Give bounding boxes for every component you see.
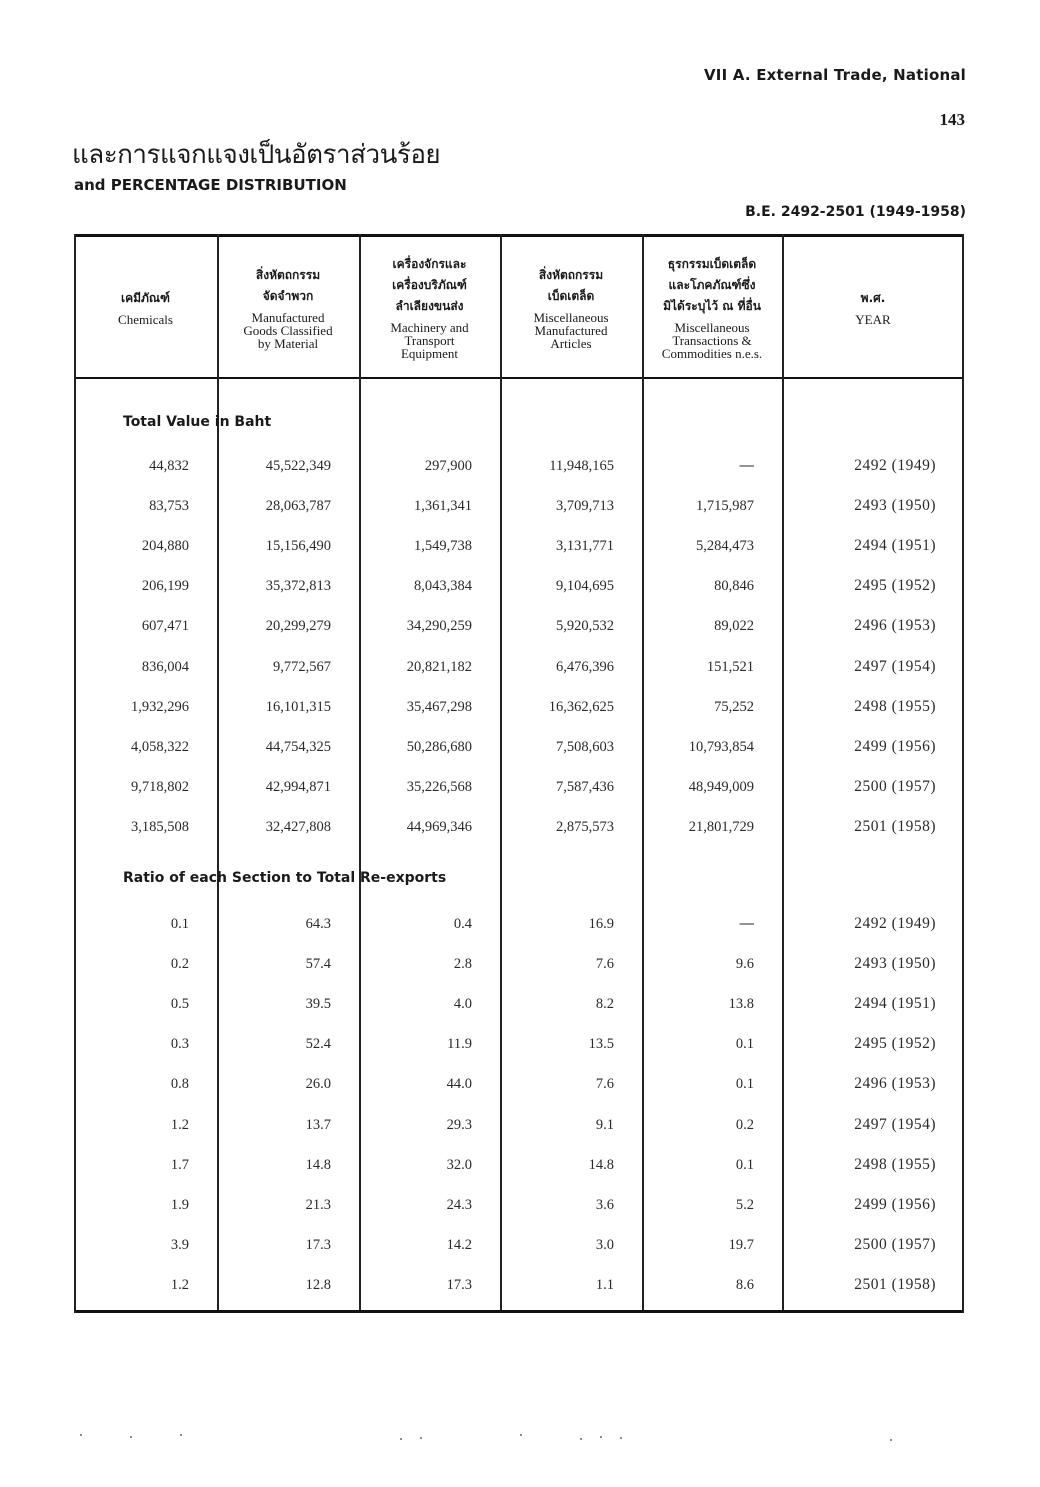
cell-manufactured-goods: 45,522,349 bbox=[265, 458, 331, 474]
column-header-english-line: Miscellaneous bbox=[533, 309, 609, 325]
table-row bbox=[74, 695, 964, 719]
cell-misc-manufactured: 6,476,396 bbox=[556, 658, 614, 675]
column-header-english-line: Manufactured bbox=[251, 309, 325, 325]
cell-machinery-transport: 0.4 bbox=[453, 916, 472, 932]
cell-year: 2499 (1956) bbox=[854, 737, 936, 755]
cell-year: 2501 (1958) bbox=[854, 1275, 936, 1293]
cell-misc-transactions: 10,793,854 bbox=[688, 738, 754, 755]
column-header-misc-transactions bbox=[642, 238, 782, 376]
cell-misc-manufactured: 1.1 bbox=[595, 1276, 614, 1293]
cell-year: 2495 (1952) bbox=[854, 1035, 936, 1053]
table-row bbox=[74, 1072, 964, 1096]
table-row bbox=[74, 1113, 964, 1137]
cell-manufactured-goods: 35,372,813 bbox=[265, 578, 331, 595]
column-header-english-line: Manufactured bbox=[534, 322, 608, 338]
table-header-rule bbox=[74, 377, 964, 379]
scan-speck bbox=[520, 1434, 522, 1436]
cell-misc-manufactured: 7,508,603 bbox=[556, 738, 614, 755]
scan-speck bbox=[180, 1434, 182, 1436]
column-header-english-line: by Material bbox=[257, 335, 319, 351]
table-row bbox=[74, 1233, 964, 1257]
cell-chemicals: 0.5 bbox=[170, 996, 189, 1013]
cell-chemicals: 1.2 bbox=[170, 1116, 189, 1133]
cell-year: 2493 (1950) bbox=[854, 497, 936, 515]
data-table bbox=[74, 234, 964, 1314]
cell-year: 2496 (1953) bbox=[854, 617, 936, 635]
cell-misc-transactions: 5.2 bbox=[735, 1196, 754, 1213]
cell-machinery-transport: 50,286,680 bbox=[406, 738, 472, 755]
column-header-thai-line: ลำเลียงขนส่ง bbox=[395, 299, 464, 313]
column-divider bbox=[74, 234, 76, 1313]
cell-manufactured-goods: 12.8 bbox=[305, 1276, 331, 1293]
column-header-chemicals bbox=[74, 238, 217, 376]
cell-machinery-transport: 14.2 bbox=[446, 1236, 472, 1253]
cell-manufactured-goods: 17.3 bbox=[305, 1236, 331, 1253]
column-divider bbox=[962, 234, 964, 1313]
scan-speck bbox=[620, 1437, 622, 1439]
cell-year: 2500 (1957) bbox=[854, 777, 936, 795]
cell-misc-transactions: 8.6 bbox=[735, 1276, 754, 1293]
table-bottom-rule bbox=[74, 1310, 964, 1313]
cell-machinery-transport: 44,969,346 bbox=[406, 818, 472, 835]
cell-chemicals: 1,932,296 bbox=[131, 698, 189, 715]
page-title-thai: และการแจกแจงเป็นอัตราส่วนร้อย bbox=[72, 140, 441, 170]
cell-manufactured-goods: 16,101,315 bbox=[265, 698, 331, 715]
cell-misc-transactions: 48,949,009 bbox=[688, 778, 754, 795]
cell-misc-transactions: — bbox=[739, 916, 754, 932]
cell-machinery-transport: 1,361,341 bbox=[414, 498, 472, 515]
cell-year: 2496 (1953) bbox=[854, 1075, 936, 1093]
column-header-thai-line: เครื่องบริภัณฑ์ bbox=[392, 278, 467, 292]
column-header-manufactured-goods bbox=[217, 238, 359, 376]
cell-misc-manufactured: 3.0 bbox=[595, 1236, 614, 1253]
cell-year: 2495 (1952) bbox=[854, 577, 936, 595]
column-header-machinery-transport bbox=[359, 238, 500, 376]
column-header-english-line: Goods Classified bbox=[243, 322, 333, 338]
column-header-thai-line: เบ็ดเตล็ด bbox=[547, 288, 595, 303]
column-header-thai-line: และโภคภัณฑ์ซึ่ง bbox=[668, 278, 756, 292]
table-row bbox=[74, 534, 964, 558]
cell-misc-transactions: 75,252 bbox=[714, 698, 754, 715]
cell-year: 2492 (1949) bbox=[854, 457, 936, 474]
column-header-thai-line: มิได้ระบุไว้ ณ ที่อื่น bbox=[663, 299, 761, 313]
column-header-thai-line: สิ่งหัตถกรรม bbox=[255, 267, 321, 282]
column-header-english-line: Machinery and bbox=[390, 320, 469, 335]
cell-manufactured-goods: 9,772,567 bbox=[273, 658, 331, 675]
column-header-english-line: Miscellaneous bbox=[674, 320, 750, 335]
cell-misc-manufactured: 9,104,695 bbox=[556, 578, 614, 595]
table-row bbox=[74, 655, 964, 679]
scan-speck bbox=[400, 1438, 402, 1440]
cell-machinery-transport: 8,043,384 bbox=[414, 578, 472, 595]
cell-manufactured-goods: 32,427,808 bbox=[265, 818, 331, 835]
column-header-thai-line: จัดจำพวก bbox=[262, 288, 314, 303]
table-row bbox=[74, 1153, 964, 1177]
column-header-english-line: Commodities n.e.s. bbox=[661, 346, 763, 361]
cell-misc-transactions: 151,521 bbox=[706, 658, 754, 675]
column-header-thai-line: พ.ศ. bbox=[860, 291, 886, 305]
column-header-english-line: Transactions & bbox=[672, 333, 752, 348]
cell-misc-transactions: 9.6 bbox=[735, 956, 754, 973]
scan-specks bbox=[80, 1434, 920, 1444]
cell-misc-manufactured: 16,362,625 bbox=[548, 698, 614, 715]
cell-misc-manufactured: 7.6 bbox=[595, 1076, 614, 1093]
cell-year: 2497 (1954) bbox=[854, 657, 936, 675]
cell-misc-manufactured: 11,948,165 bbox=[549, 458, 614, 474]
cell-machinery-transport: 2.8 bbox=[453, 956, 472, 973]
cell-chemicals: 836,004 bbox=[141, 658, 189, 675]
cell-misc-manufactured: 13.5 bbox=[588, 1036, 614, 1053]
column-header-year bbox=[782, 238, 964, 376]
table-row bbox=[74, 494, 964, 518]
cell-chemicals: 83,753 bbox=[149, 498, 189, 515]
table-row bbox=[74, 775, 964, 799]
table-row bbox=[74, 1032, 964, 1056]
cell-misc-transactions: 89,022 bbox=[714, 618, 754, 635]
cell-misc-manufactured: 3,709,713 bbox=[556, 498, 614, 515]
cell-misc-transactions: 0.2 bbox=[735, 1116, 754, 1133]
cell-machinery-transport: 4.0 bbox=[453, 996, 472, 1013]
cell-year: 2500 (1957) bbox=[854, 1235, 936, 1253]
table-row bbox=[74, 574, 964, 598]
cell-chemicals: 0.2 bbox=[170, 956, 189, 973]
page-number: 143 bbox=[939, 110, 965, 129]
cell-misc-manufactured: 7,587,436 bbox=[556, 778, 614, 795]
cell-misc-transactions: 5,284,473 bbox=[696, 538, 754, 555]
column-header-misc-manufactured bbox=[500, 238, 642, 376]
column-header-english-line: YEAR bbox=[855, 312, 891, 327]
cell-misc-manufactured: 16.9 bbox=[588, 916, 614, 932]
column-header-thai-line: ธุรกรรมเบ็ดเตล็ด bbox=[667, 257, 757, 271]
cell-manufactured-goods: 39.5 bbox=[305, 996, 331, 1013]
cell-manufactured-goods: 42,994,871 bbox=[265, 778, 331, 795]
cell-machinery-transport: 297,900 bbox=[424, 458, 472, 474]
cell-misc-transactions: 19.7 bbox=[728, 1236, 754, 1253]
cell-machinery-transport: 24.3 bbox=[446, 1196, 472, 1213]
table-row bbox=[74, 1193, 964, 1217]
cell-year: 2497 (1954) bbox=[854, 1115, 936, 1133]
cell-misc-manufactured: 9.1 bbox=[595, 1116, 614, 1133]
page-title-english: and PERCENTAGE DISTRIBUTION bbox=[74, 176, 347, 194]
cell-misc-transactions: 1,715,987 bbox=[696, 498, 754, 515]
cell-chemicals: 1.2 bbox=[170, 1276, 189, 1293]
table-row bbox=[74, 454, 964, 478]
cell-misc-manufactured: 7.6 bbox=[595, 956, 614, 973]
column-header-english-line: Equipment bbox=[400, 346, 459, 361]
cell-machinery-transport: 32.0 bbox=[446, 1156, 472, 1173]
column-header-thai-line: สิ่งหัตถกรรม bbox=[538, 267, 604, 282]
cell-manufactured-goods: 64.3 bbox=[305, 916, 331, 932]
cell-misc-manufactured: 5,920,532 bbox=[556, 618, 614, 635]
cell-machinery-transport: 17.3 bbox=[446, 1276, 472, 1293]
cell-chemicals: 204,880 bbox=[141, 538, 189, 555]
cell-chemicals: 0.1 bbox=[170, 916, 189, 932]
cell-chemicals: 206,199 bbox=[141, 578, 189, 595]
scan-speck bbox=[600, 1436, 602, 1438]
column-header-thai-line: เคมีภัณฑ์ bbox=[120, 291, 171, 305]
cell-machinery-transport: 29.3 bbox=[446, 1116, 472, 1133]
cell-chemicals: 1.9 bbox=[170, 1196, 189, 1213]
column-header-english-line: Transport bbox=[404, 333, 455, 348]
table-top-rule bbox=[74, 234, 964, 237]
cell-year: 2493 (1950) bbox=[854, 955, 936, 973]
cell-manufactured-goods: 14.8 bbox=[305, 1156, 331, 1173]
cell-manufactured-goods: 52.4 bbox=[305, 1036, 331, 1053]
cell-chemicals: 44,832 bbox=[149, 458, 189, 474]
cell-misc-manufactured: 14.8 bbox=[588, 1156, 614, 1173]
cell-misc-manufactured: 8.2 bbox=[595, 996, 614, 1013]
scan-speck bbox=[890, 1439, 892, 1441]
cell-misc-transactions: 80,846 bbox=[714, 578, 754, 595]
cell-misc-manufactured: 3,131,771 bbox=[556, 538, 614, 555]
cell-chemicals: 1.7 bbox=[170, 1156, 189, 1173]
column-header-thai-line: เครื่องจักรและ bbox=[392, 257, 467, 271]
table-row bbox=[74, 614, 964, 638]
cell-year: 2492 (1949) bbox=[854, 915, 936, 932]
scan-speck bbox=[420, 1437, 422, 1439]
cell-machinery-transport: 11.9 bbox=[447, 1036, 472, 1053]
cell-manufactured-goods: 57.4 bbox=[305, 956, 331, 973]
cell-chemicals: 9,718,802 bbox=[131, 778, 189, 795]
period-label: B.E. 2492-2501 (1949-1958) bbox=[745, 204, 966, 220]
table-row bbox=[74, 735, 964, 759]
table-row bbox=[74, 992, 964, 1016]
cell-manufactured-goods: 13.7 bbox=[305, 1116, 331, 1133]
cell-year: 2494 (1951) bbox=[854, 537, 936, 555]
cell-manufactured-goods: 44,754,325 bbox=[265, 738, 331, 755]
cell-year: 2498 (1955) bbox=[854, 697, 936, 715]
cell-machinery-transport: 1,549,738 bbox=[414, 538, 472, 555]
cell-chemicals: 4,058,322 bbox=[131, 738, 189, 755]
running-header: VII A. External Trade, National bbox=[704, 66, 966, 84]
scan-speck bbox=[80, 1434, 82, 1436]
section-label: Ratio of each Section to Total Re-exports bbox=[123, 870, 447, 886]
cell-manufactured-goods: 21.3 bbox=[305, 1196, 331, 1213]
cell-chemicals: 0.3 bbox=[170, 1036, 189, 1053]
column-header-english-line: Chemicals bbox=[118, 312, 173, 327]
cell-manufactured-goods: 28,063,787 bbox=[265, 498, 331, 515]
cell-chemicals: 3,185,508 bbox=[131, 818, 189, 835]
cell-chemicals: 607,471 bbox=[141, 618, 189, 635]
cell-manufactured-goods: 26.0 bbox=[305, 1076, 331, 1093]
cell-misc-transactions: 13.8 bbox=[728, 996, 754, 1013]
table-row bbox=[74, 912, 964, 936]
scan-speck bbox=[130, 1436, 132, 1438]
cell-machinery-transport: 35,467,298 bbox=[406, 698, 472, 715]
cell-year: 2501 (1958) bbox=[854, 817, 936, 835]
cell-year: 2499 (1956) bbox=[854, 1195, 936, 1213]
cell-misc-manufactured: 2,875,573 bbox=[556, 818, 614, 835]
cell-year: 2498 (1955) bbox=[854, 1155, 936, 1173]
cell-manufactured-goods: 15,156,490 bbox=[265, 538, 331, 555]
table-row bbox=[74, 815, 964, 839]
cell-misc-transactions: 0.1 bbox=[735, 1036, 754, 1053]
cell-misc-transactions: 21,801,729 bbox=[688, 818, 754, 835]
cell-misc-manufactured: 3.6 bbox=[595, 1196, 614, 1213]
table-row bbox=[74, 952, 964, 976]
cell-manufactured-goods: 20,299,279 bbox=[265, 618, 331, 635]
cell-machinery-transport: 35,226,568 bbox=[406, 778, 472, 795]
cell-misc-transactions: 0.1 bbox=[735, 1156, 754, 1173]
cell-chemicals: 0.8 bbox=[170, 1076, 189, 1093]
cell-machinery-transport: 44.0 bbox=[446, 1076, 472, 1093]
cell-year: 2494 (1951) bbox=[854, 995, 936, 1013]
column-header-english-line: Articles bbox=[550, 335, 592, 351]
scan-speck bbox=[580, 1438, 582, 1440]
table-row bbox=[74, 1273, 964, 1297]
section-label: Total Value in Baht bbox=[123, 414, 272, 430]
cell-chemicals: 3.9 bbox=[170, 1236, 189, 1253]
cell-machinery-transport: 20,821,182 bbox=[406, 658, 472, 675]
cell-misc-transactions: — bbox=[739, 458, 754, 474]
cell-machinery-transport: 34,290,259 bbox=[406, 618, 472, 635]
cell-misc-transactions: 0.1 bbox=[735, 1076, 754, 1093]
